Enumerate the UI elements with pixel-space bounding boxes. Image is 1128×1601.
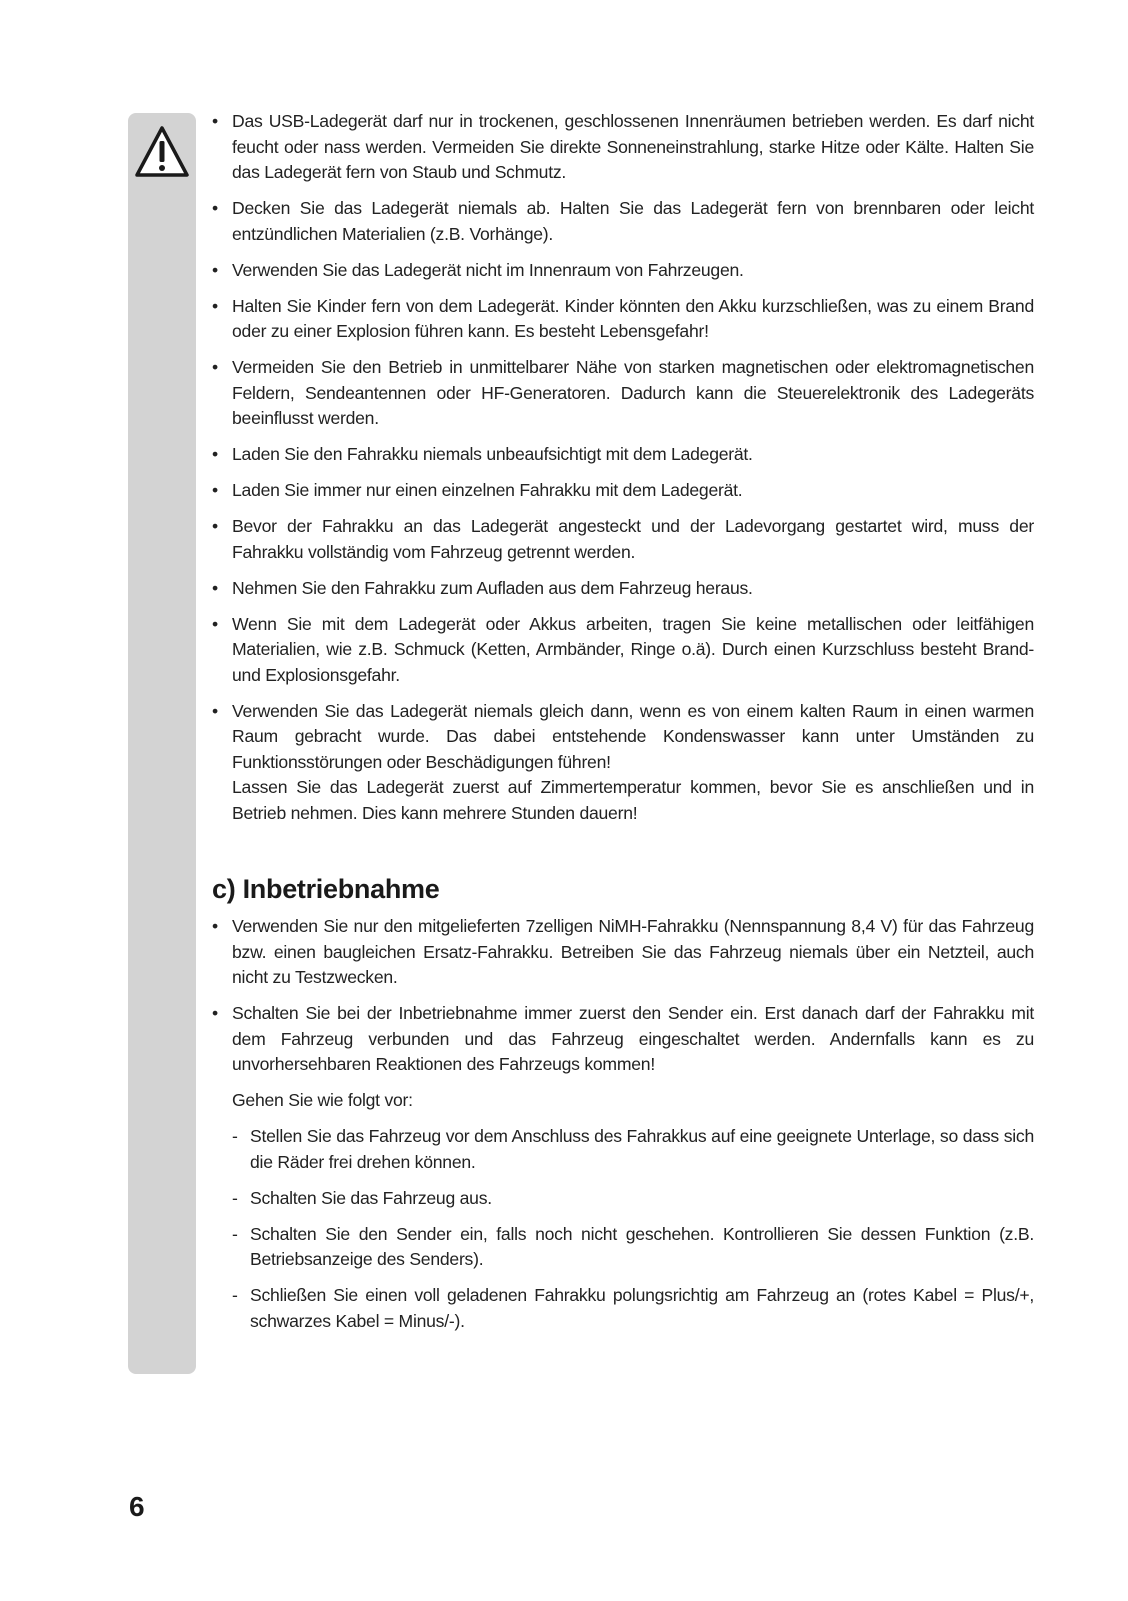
bullet: • — [212, 700, 218, 721]
list-item-text: Laden Sie immer nur einen einzelnen Fahrakku mit dem Ladegerät. — [232, 480, 743, 500]
dash-marker: - — [232, 1187, 238, 1208]
list-item — [212, 1001, 1034, 1078]
bullet: • — [212, 577, 218, 598]
bullet: • — [212, 916, 218, 936]
list-item — [212, 612, 1034, 689]
bullet: • — [212, 295, 218, 316]
list-item — [212, 442, 1034, 468]
list-item — [212, 478, 1034, 504]
step-item — [212, 1283, 1034, 1334]
list-item — [212, 699, 1034, 827]
list-item — [212, 514, 1034, 565]
warning-triangle-icon — [133, 123, 191, 181]
bullet: • — [212, 259, 218, 280]
bullet: • — [212, 613, 218, 634]
step-text: Stellen Sie das Fahrzeug vor dem Anschluss des Fahrakkus auf eine geeignete Unterlage, so dass sich die Räder frei drehen können. — [250, 1126, 1034, 1172]
bullet: • — [212, 444, 218, 464]
list-item — [212, 196, 1034, 247]
list-item — [212, 258, 1034, 284]
bullet: • — [212, 480, 218, 500]
section-heading: c) Inbetriebnahme — [212, 874, 440, 904]
bullet: • — [212, 357, 218, 377]
list-item-text: Bevor der Fahrakku an das Ladegerät angesteckt und der Ladevorgang gestartet wird, muss der Fahrakku vollständig vom Fahrzeug getrennt werden. — [232, 516, 1034, 562]
list-item-text: Decken Sie das Ladegerät niemals ab. Halten Sie das Ladegerät fern von brennbaren oder leicht entzündlichen Materialien (z.B. Vorhänge). — [232, 198, 1034, 244]
list-item-text: Schalten Sie bei der Inbetriebnahme immer zuerst den Sender ein. Erst danach darf der Fahrakku mit dem Fahrzeug verbunden und das Fahrzeug eingeschaltet werden. Andernfalls kann es zu unvorhersehbaren Reaktionen des Fahrzeugs kommen! — [232, 1003, 1034, 1074]
section-b-list — [212, 109, 1034, 826]
page-content — [212, 109, 1034, 1345]
step-text: Schalten Sie das Fahrzeug aus. — [250, 1187, 492, 1208]
step-item — [212, 1222, 1034, 1273]
list-item — [212, 576, 1034, 602]
list-item-text: Halten Sie Kinder fern von dem Ladegerät. Kinder könnten den Akku kurzschließen, was zu einem Brand oder zu einer Explosion führen kann. Es besteht Lebensgefahr! — [232, 295, 1034, 341]
list-item-text: Vermeiden Sie den Betrieb in unmittelbarer Nähe von starken magnetischen oder elektromagnetischen Feldern, Sendeantennen oder HF-Generatoren. Dadurch kann die Steuerelektronik des Ladegeräts beeinflusst werden. — [232, 357, 1034, 428]
dash-marker: - — [232, 1223, 238, 1244]
list-item — [212, 914, 1034, 991]
bullet: • — [212, 111, 218, 131]
list-item — [212, 355, 1034, 432]
list-item-text: Verwenden Sie das Ladegerät nicht im Innenraum von Fahrzeugen. — [232, 259, 744, 280]
list-item-note: Lassen Sie das Ladegerät zuerst auf Zimmertemperatur kommen, bevor Sie es anschließen und in Betrieb nehmen. Dies kann mehrere Stunden dauern! — [232, 777, 1034, 823]
list-item-text: Verwenden Sie das Ladegerät niemals gleich dann, wenn es von einem kalten Raum in einen warmen Raum gebracht wurde. Das dabei entstehende Kondenswasser kann unter Umständen zu Funktionsstörungen oder Beschädigungen führen! — [232, 700, 1034, 772]
step-text: Schalten Sie den Sender ein, falls noch nicht geschehen. Kontrollieren Sie dessen Funktion (z.B. Betriebsanzeige des Senders). — [250, 1223, 1034, 1269]
list-item-text: Das USB-Ladegerät darf nur in trockenen, geschlossenen Innenräumen betrieben werden. Es darf nicht feucht oder nass werden. Vermeiden Sie direkte Sonneneinstrahlung, starke Hitze oder Kälte. Halten Sie das Ladegerät fern von Staub und Schmutz. — [232, 111, 1034, 182]
dash-marker: - — [232, 1285, 238, 1305]
list-item — [212, 294, 1034, 345]
step-text: Schließen Sie einen voll geladenen Fahrakku polungsrichtig am Fahrzeug an (rotes Kabel = Plus/+, schwarzes Kabel = Minus/-). — [250, 1285, 1034, 1331]
page-number: 6 — [129, 1491, 145, 1522]
list-item — [212, 109, 1034, 186]
step-item — [212, 1124, 1034, 1175]
bullet: • — [212, 516, 218, 536]
step-item — [212, 1186, 1034, 1212]
bullet: • — [212, 198, 218, 218]
list-item-text: Nehmen Sie den Fahrakku zum Aufladen aus dem Fahrzeug heraus. — [232, 577, 753, 598]
list-item-text: Verwenden Sie nur den mitgelieferten 7zelligen NiMH-Fahrakku (Nennspannung 8,4 V) für das Fahrzeug bzw. einen baugleichen Ersatz-Fahrakku. Betreiben Sie das Fahrzeug niemals über ein Netzteil, auch nicht zu Testzwecken. — [232, 916, 1034, 987]
steps-intro: Gehen Sie wie folgt vor: — [232, 1090, 413, 1110]
dash-marker: - — [232, 1126, 238, 1146]
list-item-text: Laden Sie den Fahrakku niemals unbeaufsichtigt mit dem Ladegerät. — [232, 444, 753, 464]
warning-sidebar — [128, 113, 196, 1374]
section-c-list — [212, 914, 1034, 1334]
bullet: • — [212, 1003, 218, 1023]
list-item-text: Wenn Sie mit dem Ladegerät oder Akkus arbeiten, tragen Sie keine metallischen oder leitfähigen Materialien, wie z.B. Schmuck (Ketten, Armbänder, Ringe o.ä). Durch einen Kurzschluss besteht Brand- und Explosionsgefahr. — [232, 613, 1034, 685]
